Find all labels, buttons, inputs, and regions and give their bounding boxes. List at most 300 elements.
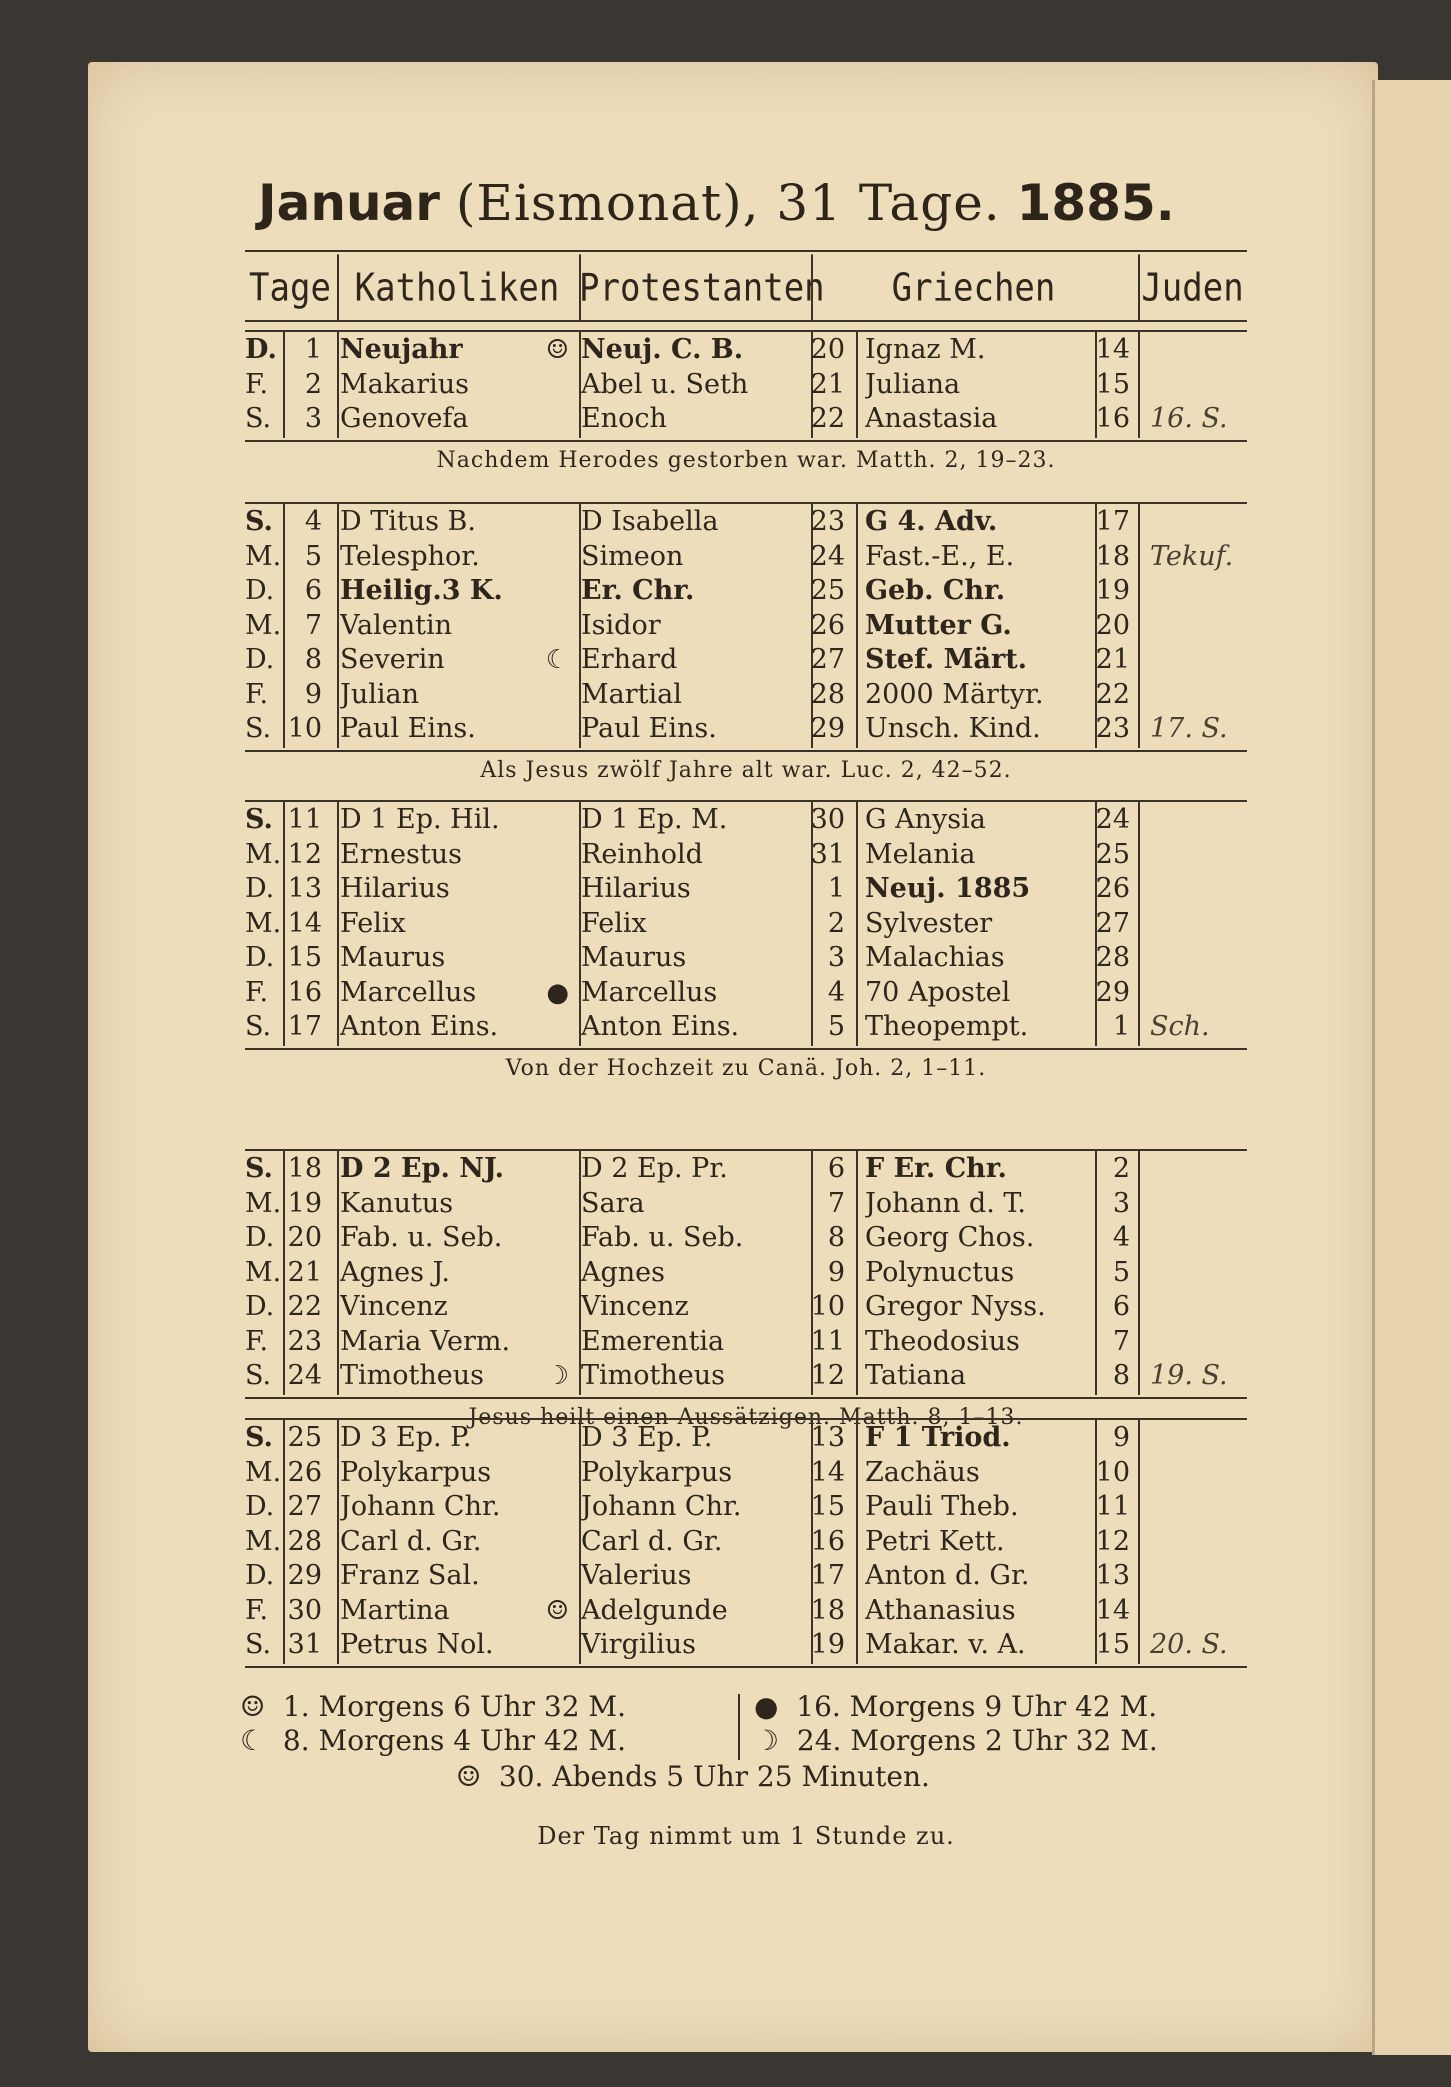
protestant-date: 21 [810,368,845,400]
protestant-date: 10 [810,1291,845,1322]
header-juden: Juden [1141,265,1244,311]
catholic-saint: Telesphor. [340,540,480,572]
protestant-date: 8 [827,1222,845,1253]
protestant-date: 20 [810,334,845,365]
day-row [245,976,1247,1011]
day-number: 12 [287,838,322,870]
weekday-abbrev: S. [245,713,272,744]
greek-saint: G Anysia [865,804,986,835]
weekday-abbrev: M. [245,1525,282,1557]
protestant-date: 25 [810,575,845,606]
greek-saint: Makar. v. A. [865,1629,1026,1660]
day-number: 18 [287,1153,322,1184]
greek-saint: Neuj. 1885 [865,873,1031,904]
protestant-name: Adelgunde [581,1594,728,1626]
catholic-saint: Carl d. Gr. [340,1525,482,1557]
greek-saint: Tatiana [865,1360,967,1391]
protestant-date: 11 [810,1325,845,1357]
moon-divider [738,1694,740,1760]
header-divider [337,254,339,321]
day-row [245,907,1247,942]
weekday-abbrev: S. [245,506,273,537]
greek-saint: Anastasia [865,403,998,434]
protestant-name: Paul Eins. [581,713,717,744]
greek-date: 16 [1095,403,1130,434]
catholic-saint: Franz Sal. [340,1560,480,1591]
catholic-saint: Kanutus [340,1187,454,1219]
protestant-name: Isidor [581,609,661,641]
day-number: 29 [287,1560,322,1591]
catholic-saint: Marcellus ● [340,976,569,1008]
greek-date: 27 [1095,907,1130,939]
block-rule [245,1666,1247,1668]
day-number: 1 [304,334,322,365]
greek-date: 26 [1095,873,1130,904]
day-row [245,1594,1247,1629]
header-rule [245,320,1247,322]
day-row [245,1456,1247,1491]
day-number: 14 [287,907,322,939]
day-number: 21 [287,1256,322,1288]
week-block [245,800,1247,1048]
day-length-note: Der Tag nimmt um 1 Stunde zu. [537,1822,955,1850]
protestant-date: 22 [810,403,845,434]
protestant-name: Carl d. Gr. [581,1525,723,1557]
day-row [245,838,1247,873]
catholic-saint: Martina ☺ [340,1594,569,1626]
moon-phase-entry: ☺ 30. Abends 5 Uhr 25 Minuten. [456,1760,930,1793]
weekday-abbrev: D. [245,1491,275,1522]
jewish-note: 19. S. [1150,1360,1228,1391]
day-number: 30 [287,1594,322,1626]
catholic-saint: D 1 Ep. Hil. [340,804,500,835]
protestant-name: Polykarpus [581,1456,733,1488]
header-tage: Tage [249,265,331,311]
greek-date: 14 [1095,334,1130,365]
day-row [245,941,1247,976]
protestant-date: 6 [827,1153,845,1184]
day-number: 3 [304,403,322,434]
catholic-saint: Valentin [340,609,452,641]
protestant-name: Sara [581,1187,645,1219]
day-row [245,1221,1247,1256]
weekday-abbrev: D. [245,644,275,675]
weekday-abbrev: D. [245,1291,275,1322]
weekday-abbrev: D. [245,1222,275,1253]
day-number: 6 [304,575,322,606]
protestant-date: 5 [827,1011,845,1042]
day-row [245,712,1247,747]
weekday-abbrev: M. [245,1256,282,1288]
weekday-abbrev: D. [245,873,275,904]
greek-date: 12 [1095,1525,1130,1557]
day-row [245,1490,1247,1525]
greek-saint: Melania [865,838,976,870]
greek-saint: Sylvester [865,907,993,939]
greek-saint: Zachäus [865,1456,980,1488]
catholic-saint: D 2 Ep. NJ. [340,1153,505,1184]
moon-phase-icon: ☺ [240,1690,266,1723]
day-number: 23 [287,1325,322,1357]
day-row [245,1359,1247,1394]
greek-date: 15 [1095,368,1130,400]
day-row [245,1187,1247,1222]
weekday-abbrev: M. [245,1187,282,1219]
catholic-saint: Hilarius [340,873,450,904]
protestant-date: 15 [810,1491,845,1522]
day-row [245,368,1247,403]
weekday-abbrev: D. [245,575,275,606]
greek-date: 8 [1112,1360,1130,1391]
protestant-date: 9 [827,1256,845,1288]
moon-phase-icon: ☽ [545,1361,569,1391]
greek-saint: F 1 Triod. [865,1422,1011,1453]
day-number: 20 [287,1222,322,1253]
day-number: 5 [304,540,322,572]
catholic-saint: Agnes J. [340,1256,450,1288]
day-row [245,1325,1247,1360]
greek-saint: F Er. Chr. [865,1153,1007,1184]
protestant-date: 18 [810,1594,845,1626]
protestant-name: D Isabella [581,506,719,537]
day-row [245,1421,1247,1456]
greek-saint: Stef. Märt. [865,644,1028,675]
protestant-name: D 1 Ep. M. [581,804,728,835]
day-row [245,803,1247,838]
day-row [245,574,1247,609]
greek-date: 25 [1095,838,1130,870]
greek-saint: Gregor Nyss. [865,1291,1046,1322]
greek-saint: Ignaz M. [865,334,986,365]
weekday-abbrev: S. [245,1629,272,1660]
next-page-edge [1372,80,1451,2055]
greek-date: 4 [1112,1222,1130,1253]
weekday-abbrev: M. [245,540,282,572]
protestant-name: D 2 Ep. Pr. [581,1153,728,1184]
month-name: Januar [258,174,440,232]
day-row [245,540,1247,575]
day-row [245,1256,1247,1291]
greek-saint: Johann d. T. [865,1187,1026,1219]
day-row [245,872,1247,907]
moon-phase-icon: ● [546,977,569,1008]
moon-phase-icon: ☽ [754,1724,780,1757]
day-row [245,505,1247,540]
title-rule [245,250,1247,252]
weekday-abbrev: S. [245,403,272,434]
weekday-abbrev: M. [245,609,282,641]
day-row [245,678,1247,713]
day-row [245,1525,1247,1560]
catholic-saint: Ernestus [340,838,462,870]
greek-date: 23 [1095,713,1130,744]
day-number: 7 [304,609,322,641]
protestant-name: Hilarius [581,873,691,904]
protestant-name: Timotheus [581,1360,725,1391]
moon-phase-icon: ☾ [240,1724,266,1757]
greek-date: 29 [1095,976,1130,1008]
day-number: 8 [304,644,322,675]
protestant-name: Neuj. C. B. [581,334,744,365]
week-block [245,1149,1247,1397]
catholic-saint: Vincenz [340,1291,448,1322]
catholic-saint: Johann Chr. [340,1491,501,1522]
day-number: 4 [304,506,322,537]
protestant-date: 28 [810,678,845,710]
protestant-name: Er. Chr. [581,575,695,606]
greek-date: 15 [1095,1629,1130,1660]
block-rule [245,330,1247,332]
protestant-name: Vincenz [581,1291,689,1322]
protestant-date: 13 [810,1422,845,1453]
protestant-date: 29 [810,713,845,744]
protestant-date: 16 [810,1525,845,1557]
catholic-saint: Severin ☾ [340,644,569,675]
protestant-date: 19 [810,1629,845,1660]
greek-date: 10 [1095,1456,1130,1488]
day-number: 24 [287,1360,322,1391]
block-rule [245,1418,1247,1420]
greek-saint: Geb. Chr. [865,575,1006,606]
catholic-saint: Neujahr ☺ [340,334,569,365]
block-rule [245,502,1247,504]
protestant-name: Agnes [581,1256,666,1288]
protestant-date: 7 [827,1187,845,1219]
header-katholiken: Katholiken [354,265,560,311]
weekday-abbrev: M. [245,838,282,870]
catholic-saint: Makarius [340,368,469,400]
greek-date: 14 [1095,1594,1130,1626]
greek-date: 22 [1095,678,1130,710]
protestant-date: 26 [810,609,845,641]
greek-saint: Fast.-E., E. [865,540,1015,572]
day-number: 16 [287,976,322,1008]
gospel-reading: Als Jesus zwölf Jahre alt war. Luc. 2, 42–52. [480,757,1012,783]
protestant-date: 2 [827,907,845,939]
protestant-name: Fab. u. Seb. [581,1222,744,1253]
day-row [245,333,1247,368]
week-block [245,1418,1247,1666]
block-rule [245,750,1247,752]
page-title [258,168,1258,238]
catholic-saint: Fab. u. Seb. [340,1222,503,1253]
gospel-reading: Von der Hochzeit zu Canä. Joh. 2, 1–11. [505,1055,987,1081]
month-alt-name: (Eismonat), 31 Tage. [455,174,1001,232]
header-divider [811,254,813,321]
moon-phase-icon: ☺ [545,335,569,365]
protestant-date: 30 [810,804,845,835]
greek-date: 19 [1095,575,1130,606]
protestant-date: 3 [827,942,845,973]
weekday-abbrev: D. [245,1560,275,1591]
day-row [245,1290,1247,1325]
week-block [245,330,1247,440]
protestant-name: Felix [581,907,647,939]
greek-saint: Mutter G. [865,609,1012,641]
weekday-abbrev: F. [245,1325,269,1357]
weekday-abbrev: F. [245,976,269,1008]
header-divider [579,254,581,321]
protestant-name: Marcellus [581,976,718,1008]
block-rule [245,1397,1247,1399]
catholic-saint: D Titus B. [340,506,476,537]
moon-phase-entry: ☺ 1. Morgens 6 Uhr 32 M. [240,1690,626,1723]
day-row [245,402,1247,437]
catholic-saint: Heilig.3 K. [340,575,503,606]
greek-saint: Theodosius [865,1325,1020,1357]
greek-date: 2 [1112,1153,1130,1184]
year: 1885. [1016,174,1175,232]
day-row [245,1010,1247,1045]
protestant-name: Virgilius [581,1629,697,1660]
block-rule [245,1048,1247,1050]
day-number: 11 [287,804,322,835]
catholic-saint: Felix [340,907,406,939]
protestant-name: Simeon [581,540,684,572]
day-row [245,609,1247,644]
moon-phase-entry: ☽ 24. Morgens 2 Uhr 32 M. [754,1724,1158,1757]
jewish-note: Sch. [1150,1011,1210,1042]
catholic-saint: Maurus [340,942,446,973]
weekday-abbrev: M. [245,907,282,939]
gospel-reading: Jesus heilt einen Aussätzigen. Matth. 8, 1–13. [468,1404,1024,1430]
greek-date: 13 [1095,1560,1130,1591]
catholic-saint: Polykarpus [340,1456,492,1488]
jewish-note: 17. S. [1150,713,1228,744]
greek-saint: Anton d. Gr. [865,1560,1030,1591]
greek-date: 20 [1095,609,1130,641]
catholic-saint: Petrus Nol. [340,1629,494,1660]
weekday-abbrev: F. [245,1594,269,1626]
jewish-note: 16. S. [1150,403,1228,434]
moon-phase-icon: ☺ [456,1760,482,1793]
day-row [245,1559,1247,1594]
weekday-abbrev: S. [245,1360,272,1391]
greek-date: 5 [1112,1256,1130,1288]
greek-date: 28 [1095,942,1130,973]
day-number: 17 [287,1011,322,1042]
header-divider [1138,254,1140,321]
greek-date: 11 [1095,1491,1130,1522]
moon-phase-icon: ● [754,1690,779,1723]
protestant-date: 12 [810,1360,845,1391]
greek-date: 1 [1112,1011,1130,1042]
greek-date: 17 [1095,506,1130,537]
protestant-date: 14 [810,1456,845,1488]
weekday-abbrev: F. [245,368,269,400]
block-rule [245,800,1247,802]
jewish-note: Tekuf. [1150,540,1234,572]
weekday-abbrev: D. [245,942,275,973]
protestant-date: 24 [810,540,845,572]
protestant-date: 1 [827,873,845,904]
header-griechen: Griechen [891,265,1056,311]
protestant-date: 31 [810,838,845,870]
protestant-date: 17 [810,1560,845,1591]
weekday-abbrev: D. [245,334,277,365]
day-row [245,1628,1247,1663]
protestant-name: Reinhold [581,838,703,870]
day-number: 22 [287,1291,322,1322]
day-number: 26 [287,1456,322,1488]
protestant-date: 23 [810,506,845,537]
protestant-name: Maurus [581,942,687,973]
catholic-saint: Timotheus ☽ [340,1360,569,1391]
protestant-name: Emerentia [581,1325,725,1357]
protestant-name: Anton Eins. [581,1011,740,1042]
greek-saint: G 4. Adv. [865,506,998,537]
protestant-name: Enoch [581,403,667,434]
day-number: 15 [287,942,322,973]
greek-saint: 70 Apostel [865,976,1011,1008]
protestant-name: Johann Chr. [581,1491,742,1522]
day-number: 31 [287,1629,322,1660]
header-protestanten: Protestanten [579,265,825,311]
greek-saint: Athanasius [865,1594,1016,1626]
gospel-reading: Nachdem Herodes gestorben war. Matth. 2, 19–23. [436,447,1056,473]
column-header [245,258,1247,318]
weekday-abbrev: S. [245,804,273,835]
moon-phases [240,1690,1260,1800]
moon-phase-icon: ☾ [545,645,569,675]
weekday-abbrev: M. [245,1456,282,1488]
greek-saint: Juliana [865,368,961,400]
day-number: 9 [304,678,322,710]
moon-phase-entry: ● 16. Morgens 9 Uhr 42 M. [754,1690,1158,1723]
jewish-note: 20. S. [1150,1629,1228,1660]
weekday-abbrev: F. [245,678,269,710]
greek-date: 6 [1112,1291,1130,1322]
weekday-abbrev: S. [245,1011,272,1042]
catholic-saint: Maria Verm. [340,1325,511,1357]
protestant-name: Abel u. Seth [581,368,749,400]
protestant-name: Erhard [581,644,678,675]
day-number: 2 [304,368,322,400]
week-block [245,502,1247,750]
block-rule [245,1149,1247,1151]
greek-saint: Theopempt. [865,1011,1029,1042]
greek-date: 7 [1112,1325,1130,1357]
day-number: 27 [287,1491,322,1522]
catholic-saint: Genovefa [340,403,469,434]
protestant-name: D 3 Ep. P. [581,1422,713,1453]
greek-date: 18 [1095,540,1130,572]
protestant-name: Valerius [581,1560,692,1591]
catholic-saint: Anton Eins. [340,1011,499,1042]
protestant-date: 27 [810,644,845,675]
protestant-date: 4 [827,976,845,1008]
day-number: 10 [287,713,322,744]
greek-saint: Georg Chos. [865,1222,1035,1253]
moon-phase-icon: ☺ [545,1595,569,1626]
greek-date: 24 [1095,804,1130,835]
greek-saint: Petri Kett. [865,1525,1005,1557]
greek-saint: Unsch. Kind. [865,713,1041,744]
catholic-saint: Paul Eins. [340,713,476,744]
greek-saint: 2000 Märtyr. [865,678,1044,710]
greek-date: 9 [1112,1422,1130,1453]
greek-saint: Polynuctus [865,1256,1015,1288]
weekday-abbrev: S. [245,1422,273,1453]
moon-phase-entry: ☾ 8. Morgens 4 Uhr 42 M. [240,1724,626,1757]
day-number: 25 [287,1422,322,1453]
day-number: 19 [287,1187,322,1219]
catholic-saint: D 3 Ep. P. [340,1422,472,1453]
protestant-name: Martial [581,678,682,710]
weekday-abbrev: S. [245,1153,273,1184]
greek-saint: Pauli Theb. [865,1491,1019,1522]
catholic-saint: Julian [340,678,419,710]
